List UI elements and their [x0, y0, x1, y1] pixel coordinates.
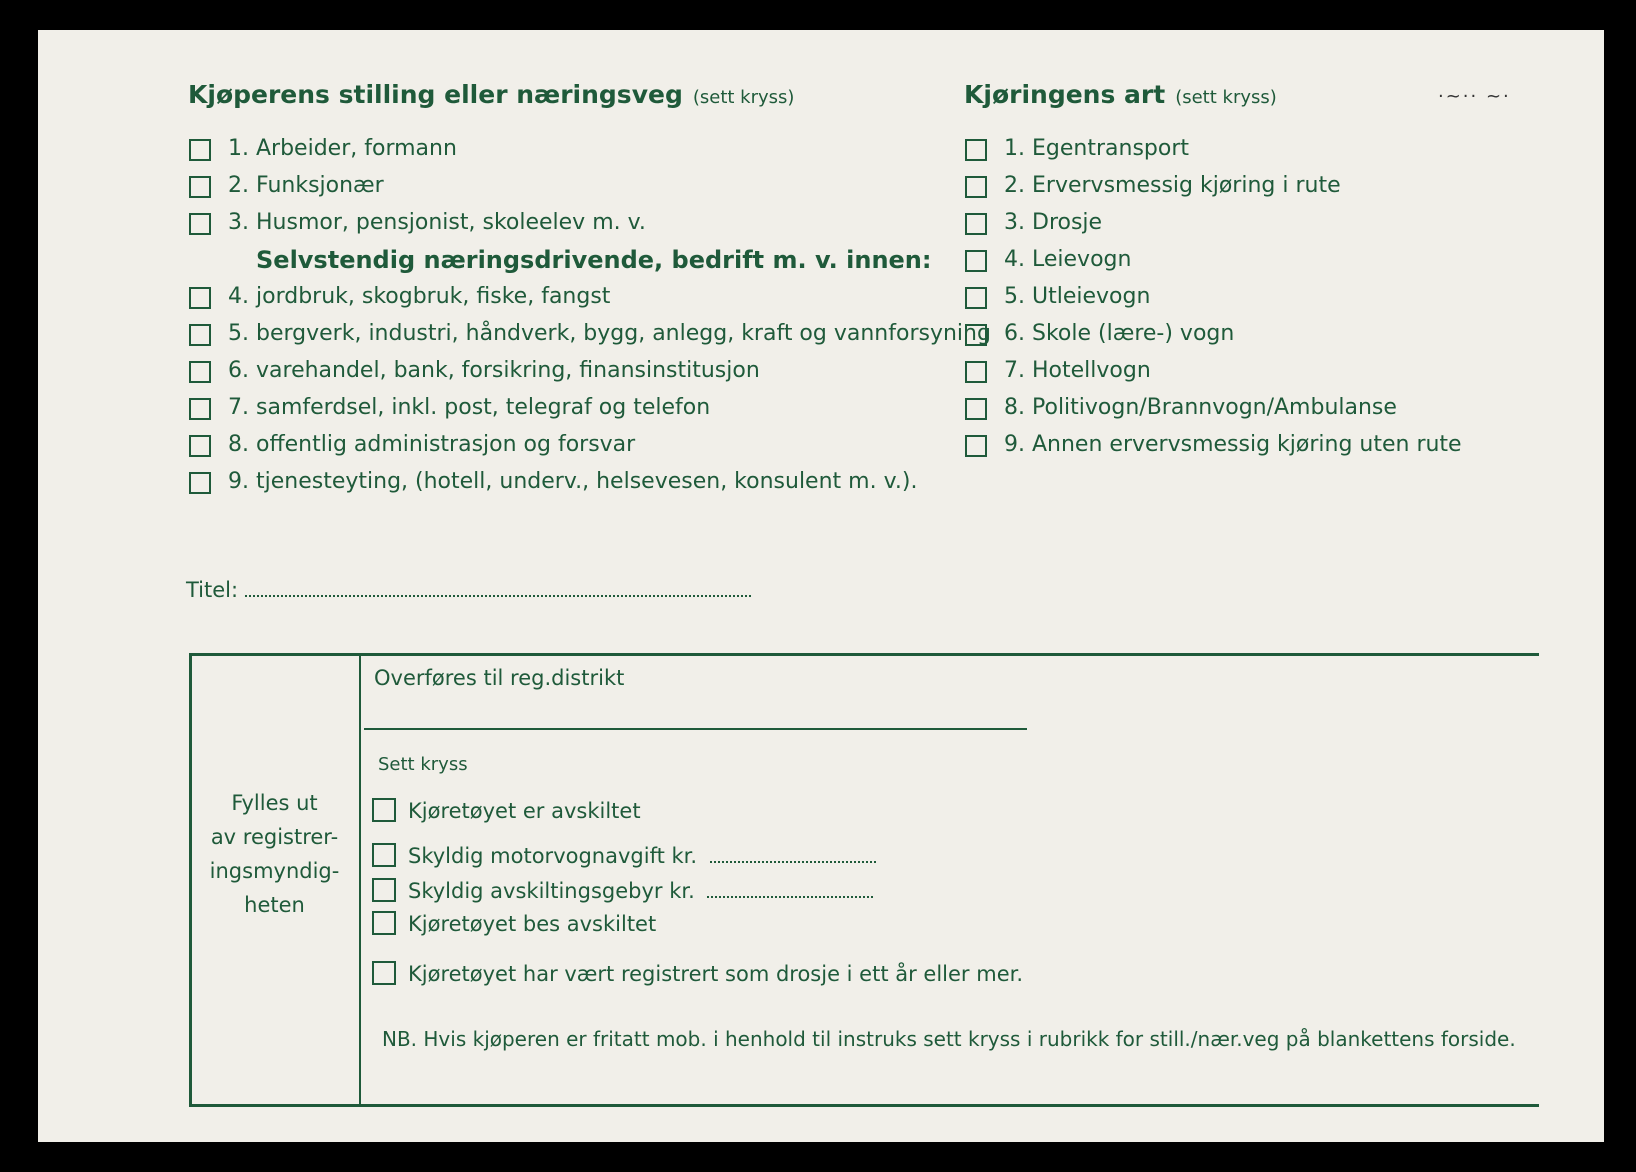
checkbox-driving-7[interactable] [965, 361, 987, 383]
checkbox-driving-8[interactable] [965, 398, 987, 420]
deregistered-label: Kjøretøyet er avskiltet [408, 799, 641, 823]
handwritten-mark: ·~·· ~· [1438, 86, 1511, 107]
checkbox-driving-4[interactable] [965, 250, 987, 272]
checkbox-driving-3[interactable] [965, 213, 987, 235]
occupation-9-label: 9. tjenesteyting, (hotell, underv., helsevesen, konsulent m. v.). [228, 469, 918, 494]
checkbox-occupation-5[interactable] [189, 324, 211, 346]
registry-divider [359, 656, 361, 1104]
checkbox-occupation-8[interactable] [189, 435, 211, 457]
checkbox-occupation-6[interactable] [189, 361, 211, 383]
occupation-2-label: 2. Funksjonær [228, 173, 384, 198]
driving-1-label: 1. Egentransport [1004, 136, 1189, 161]
checkbox-driving-5[interactable] [965, 287, 987, 309]
occupation-1-label: 1. Arbeider, formann [228, 136, 457, 161]
buyer-occupation-heading: Kjøperens stilling eller næringsveg (sett kryss) [188, 80, 795, 109]
checkbox-occupation-1[interactable] [189, 139, 211, 161]
checkbox-plate-fee[interactable] [372, 878, 396, 902]
form-page [38, 30, 1604, 1142]
checkbox-occupation-4[interactable] [189, 287, 211, 309]
sett-kryss-label: Sett kryss [378, 754, 468, 775]
driving-9-label: 9. Annen ervervsmessig kjøring uten rute [1004, 432, 1462, 457]
request-deregister-label: Kjøretøyet bes avskiltet [408, 912, 657, 936]
occupation-8-label: 8. offentlig administrasjon og forsvar [228, 432, 636, 457]
title-dotted-line [245, 581, 751, 597]
checkbox-taxi-year[interactable] [372, 961, 396, 985]
driving-6-label: 6. Skole (lære-) vogn [1004, 321, 1235, 346]
plate-fee-amount-line[interactable] [707, 882, 873, 898]
transfer-district-label: Overføres til reg.distrikt [374, 666, 625, 690]
checkbox-vehicle-tax[interactable] [372, 843, 396, 867]
occupation-5-label: 5. bergverk, industri, håndverk, bygg, anlegg, kraft og vannforsyning [228, 321, 991, 346]
checkbox-occupation-3[interactable] [189, 213, 211, 235]
driving-4-label: 4. Leievogn [1004, 247, 1132, 272]
occupation-4-label: 4. jordbruk, skogbruk, fiske, fangst [228, 284, 611, 309]
checkbox-driving-6[interactable] [965, 324, 987, 346]
vehicle-tax-field [408, 844, 876, 868]
checkbox-driving-1[interactable] [965, 139, 987, 161]
vehicle-tax-label: Skyldig motorvognavgift kr. [408, 844, 698, 868]
title-label: Titel: [186, 578, 239, 602]
driving-5-label: 5. Utleievogn [1004, 284, 1151, 309]
nb-note: NB. Hvis kjøperen er fritatt mob. i henhold til instruks sett kryss i rubrikk for still./nær.veg på blankettens forside. [382, 1027, 1516, 1051]
checkbox-driving-9[interactable] [965, 435, 987, 457]
title-field[interactable] [186, 578, 751, 602]
taxi-year-label: Kjøretøyet har vært registrert som drosje i ett år eller mer. [408, 962, 1023, 986]
driving-8-label: 8. Politivogn/Brannvogn/Ambulanse [1004, 395, 1397, 420]
driving-3-label: 3. Drosje [1004, 210, 1103, 235]
checkbox-request-deregister[interactable] [372, 911, 396, 935]
checkbox-occupation-2[interactable] [189, 176, 211, 198]
checkbox-driving-2[interactable] [965, 176, 987, 198]
occupation-7-label: 7. samferdsel, inkl. post, telegraf og telefon [228, 395, 711, 420]
plate-fee-label: Skyldig avskiltingsgebyr kr. [408, 879, 695, 903]
plate-fee-field [408, 879, 873, 903]
driving-7-label: 7. Hotellvogn [1004, 358, 1151, 383]
occupation-6-label: 6. varehandel, bank, forsikring, finansinstitusjon [228, 358, 760, 383]
registry-section [189, 653, 1539, 1107]
driving-2-label: 2. Ervervsmessig kjøring i rute [1004, 173, 1341, 198]
occupation-3-label: 3. Husmor, pensjonist, skoleelev m. v. [228, 210, 646, 235]
driving-type-heading: Kjøringens art (sett kryss) [964, 80, 1277, 109]
vehicle-tax-amount-line[interactable] [710, 847, 876, 863]
checkbox-occupation-9[interactable] [189, 472, 211, 494]
transfer-district-input-line[interactable] [364, 728, 1027, 730]
checkbox-deregistered[interactable] [372, 798, 396, 822]
registry-side-label: Fylles ut av registrer- ingsmyndig- heten [209, 791, 340, 917]
checkbox-occupation-7[interactable] [189, 398, 211, 420]
self-employed-subheading: Selvstendig næringsdrivende, bedrift m. v. innen: [256, 246, 932, 274]
